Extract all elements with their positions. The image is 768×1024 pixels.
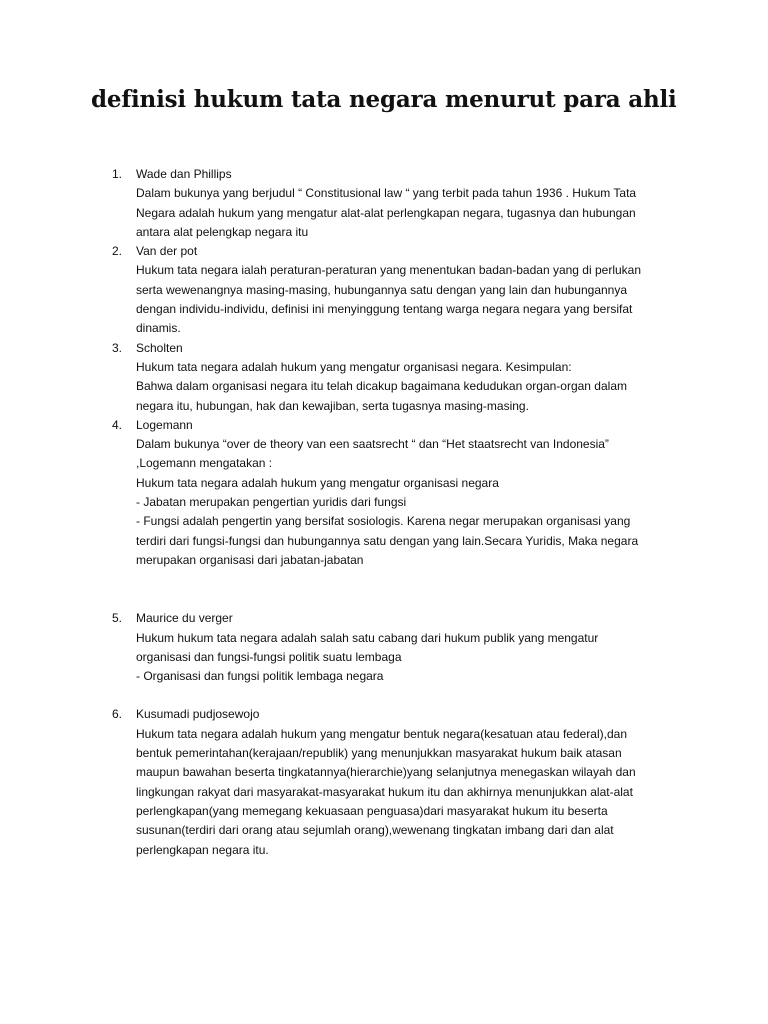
definition-line: organisasi dan fungsi-fungsi politik suatu lembaga [136,649,402,664]
list-item [0,609,676,686]
item-number: 3. [112,340,123,355]
item-number: 2. [112,244,123,259]
expert-name: Van der pot [136,244,198,259]
list-item [0,705,676,859]
definition-line: - Fungsi adalah pengertin yang bersifat sosiologis. Karena negar merupakan organisasi yang [136,514,631,529]
definition-line: Hukum tata negara adalah hukum yang mengatur bentuk negara(kesatuan atau federal),dan [136,726,627,741]
expert-name: Logemann [136,417,193,432]
list-item [0,339,676,416]
spacer [0,570,768,609]
item-number: 4. [112,417,123,432]
list-item [0,416,676,570]
definition-line: negara itu, hubungan, hak dan kewajiban, serta tugasnya masing-masing. [136,398,529,413]
definition-line: perlengkapan negara itu. [136,842,269,857]
expert-name: Maurice du verger [136,611,233,626]
item-number: 6. [112,707,123,722]
definition-line: Negara adalah hukum yang mengatur alat-alat perlengkapan negara, tugasnya dan hubungan [136,205,636,220]
definition-line: Hukum tata negara adalah hukum yang mengatur organisasi negara. Kesimpulan: [136,359,572,374]
definition-line: bentuk pemerintahan(kerajaan/republik) yang menunjukkan masyarakat hukum baik atasan [136,746,622,761]
spacer [0,686,768,705]
definition-line: - Organisasi dan fungsi politik lembaga negara [136,669,384,684]
item-number: 1. [112,167,123,181]
expert-name: Scholten [136,340,183,355]
list-item [0,165,676,242]
expert-name: Kusumadi pudjosewojo [136,707,260,722]
expert-name: Wade dan Phillips [136,167,232,181]
definition-line: dengan individu-individu, definisi ini menyinggung tentang warga negara negara yang bersifat [136,302,633,317]
definition-line: susunan(terdiri dari orang atau sejumlah orang),wewenang tingkatan imbang dari dan alat [136,823,614,838]
definition-line: perlengkapan(yang memegang kekuasaan penguasa)dari masyarakat hukum itu beserta [136,803,608,818]
definition-line: Dalam bukunya “over de theory van een saatsrecht “ dan “Het staatsrecht van Indonesia” [136,437,609,452]
list-item [0,242,676,338]
definition-line: maupun bawahan beserta tingkatannya(hierarchie)yang selanjutnya menegaskan wilayah dan [136,765,636,780]
definition-line: merupakan organisasi dari jabatan-jabatan [136,552,364,567]
definition-line: Dalam bukunya yang berjudul “ Constitusional law “ yang terbit pada tahun 1936 . Hukum Tata [136,186,637,201]
definition-line: antara alat pelengkap negara itu [136,224,309,239]
definition-line: lingkungan rakyat dari masyarakat-masyarakat hukum itu dan akhirnya menunjukkan alat-alat [136,784,633,799]
definition-line: terdiri dari fungsi-fungsi dan hubungannya satu dengan yang lain.Secara Yuridis, Maka negara [136,533,639,548]
definition-line: Hukum tata negara ialah peraturan-peraturan yang menentukan badan-badan yang di perlukan [136,263,642,278]
page-title: definisi hukum tata negara menurut para ahli [91,86,677,113]
definition-list [0,165,768,860]
definition-line: Hukum hukum tata negara adalah salah satu cabang dari hukum publik yang mengatur [136,630,599,645]
item-number: 5. [112,611,123,626]
definition-line: - Jabatan merupakan pengertian yuridis dari fungsi [136,495,407,510]
definition-line: dinamis. [136,321,181,336]
definition-line: ,Logemann mengatakan : [136,456,273,471]
definition-line: serta wewenangnya masing-masing, hubungannya satu dengan yang lain dan hubungannya [136,282,628,297]
definition-line: Bahwa dalam organisasi negara itu telah dicakup bagaimana kedudukan organ-organ dalam [136,379,627,394]
definition-line: Hukum tata negara adalah hukum yang mengatur organisasi negara [136,475,499,490]
